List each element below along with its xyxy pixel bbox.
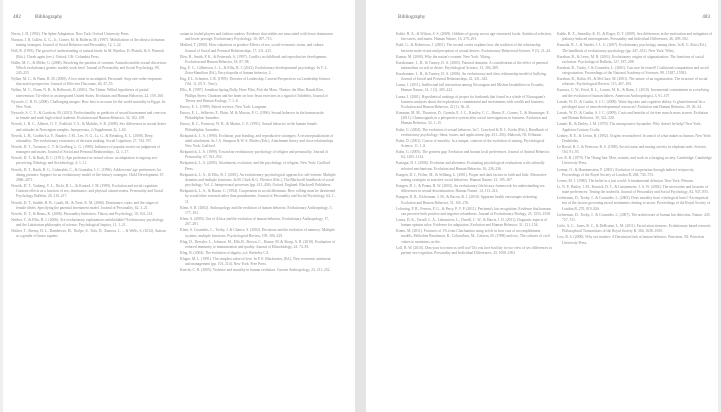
reference-entry: Rirkpatrick, L. A., & Hazan, C. (1994). Cooperation in social dilemmas: How willing must he threatened by social/other external rather than punishments. Journal of Personality and Social Psychology, 64, 1–11. — [180, 189, 336, 204]
right-running-title: Bibliography — [398, 14, 426, 20]
reference-entry: Nyvoole, C. R. D. (2000). Challenging images: How best to account for the world mortality in Egypt. In: New York. — [11, 99, 166, 109]
reference-entry: Nyvoole, S. C. V., & Gordwin, M. (2011). Profectionality as predictor of sexual harassment and coercion in female and male high school students. Evolution and Human Behavior, 32, 102–109. — [11, 111, 166, 121]
reference-entry: Kunzgar, D. J. (2006). Evolution and alienness: Evaluating psychological evaluations with culturally selected mechanisms. Evolution and Human Behavior, 16, 226–236. — [396, 161, 545, 171]
reference-entry: Rirkpatrick, L. A. (1990). Evolution, pair bonding, and reproductive strategies: A reconceptualization of adult attachment. In J. A. Simpson & W. S. Rholes (Eds.), Attachment theory and close relationships. New York: Guilford. — [180, 133, 335, 149]
reference-entry: Lerner, M. J. (1980). The belief in a just world: A fundamental delusion. New York: Plenum. — [557, 178, 694, 183]
reference-entry: Kuhn, G. (2004). The evolution of sexual behavior. In C. Crawford & D. L. Krebs (Eds.), Handbook of evolutionary psychology: Ideas, issues, and applications (pp. 431–456). Mahwah, NJ: Erlbaum. — [396, 127, 549, 137]
reference-entry: Norris, I. H. (1992). The Spher Adaptation. New York: Oxford University Press. — [11, 32, 130, 36]
left-page — [3, 0, 355, 412]
reference-entry: Neither, T., Bremy, H. L., Dambewes, H., Tholpe, S., Tolu, D., Zumora, J., ... & Wells, S. (2012). Autism as a gender of homo sapiens. — [11, 229, 166, 239]
reference-entry: Noveik, D. T., Trainson, C. T. & Gerlberg, L. G. (1980). Influence of popular stories on judgments of managers and mates. Journal of Social and Personal Relationships, 12, 1–17. — [11, 144, 161, 155]
reference-entry: Ellis, R. (1997). Jonathan Spring Dally, Hose Pilot, Fish the Mass: Theater, the Marc Banda Rice, Phillips Street, Chantom and the Inner on how Jesus exercises in a signal of Infidelity. Journal of Theory and Human Ecology, 7, 1–6. — [180, 88, 328, 103]
right-column-2 — [557, 32, 713, 404]
reference-entry: Knecht, C. R. (2005). Violence and morality in human evolution. Current Anthropology, 23, 211–232. — [180, 268, 331, 273]
reference-entry: Kinsman, M. M., Thornton, D., Gramfa, E. J. C., Kinsley, C. C., Huma, E., Gomes, T., & Shunsinger, E. (2011). Chemosignals in a perspective system after social investigations in business. Evolution and Human Behavior, 32, 1–15. — [396, 111, 550, 126]
reference-entry: Eng, E. C., Gilbertson, L. L., & Ellis, B. J. (2012). Evolutionary developmental psychology. In V. L. Zeira-Hamilton (Ed.), Encyclopedia of human behavior, 2. — [180, 65, 328, 76]
right-page — [366, 0, 718, 412]
reference-entry: Elen, B., Smith, P. K., & Pettersuh, A. (1997). Conflict in childhood and reproductive development. Evolution and Human Behavior, 18, 87–98. — [180, 54, 327, 64]
reference-entry: Noveik, D. T., Vanlang, V. L., Nicki, H. L., & Konrad, J. M. (1999). Evolution and social cognition: Contrast effects as a function of sex, dominance, and physical attractiveness. Personality and Social Psychology Bulletin, 20, 210–217. — [11, 184, 163, 199]
reference-entry: Le Boeuf, B. J., & Peterson, R. S. (1969). Social status and mating activity in elephant seals. Science, 163, 91–93. — [557, 144, 707, 155]
right-page-header — [398, 14, 710, 24]
reference-entry: Lee, R. B. (1979). The !Kung San: Men, women, and work in a foraging society. Cambridge: Cambridge University Press. — [557, 156, 712, 166]
reference-entry: Lassek, W. D., & Gaulin, S. J. C. (2009). Costs and benefits of fat-free muscle mass in men. Evolution and Human Behavior, 30, 322–328. — [557, 111, 709, 121]
reference-entry: Kurzbanane, L. B., & Tooney, D. A. (2006). An evolutionary and class relationship model of bullying. Journal of Social and Personal Relationships, 22, 321–343. — [396, 71, 547, 82]
reference-entry: Kuhle, B. X., & Wilson, S. S. (2009). Oddities of gossip across age-structured foods: Statistical selection, bin-caters, and mates. Human Nature, 14, 279–291. — [396, 32, 552, 42]
reference-entry: Loll, B. W. (2010). Dim your two men as well too? Do you face bad day in two view of sex differences in partner sex-cognition. Personality and Individual Differences, 43, 1058–1061. — [396, 245, 552, 255]
reference-entry: Lieberman, D., Tooby, J., & Cosmides, L. (2007). The architecture of human kin detection. Nature, 445, 727–731. — [557, 212, 711, 222]
left-column-2 — [180, 32, 336, 404]
reference-entry: Noveik, D. T., Stadde, R. B., Ganih, M., & Treet, K. M. (2006). Dominance, traits, and the stages of female ideals: Specifying the parental investment model. Journal of Personality, 62, 1–21. — [11, 200, 159, 210]
page-gutter — [355, 0, 366, 412]
reference-entry: Noveik, D. T., Banlt, B. G., Cuberalda, C., & Gonzalez, I. C. (1996). Adolescents' age preferences for dating partners: Support for an evolutionary model of life-history strategies. Child Development, 67, 2060–2071. — [11, 167, 165, 182]
reference-entry: Noveik, D. T., & Beans, K. (2006). Personality limitation: Theory and Psychology, 10, 102–114. — [11, 211, 154, 216]
reference-entry: Rirkpatrick, L. A. (1999). Toward an evolutionary psychology of religion and personality. Journal of Personality, 67, 921–952. — [180, 150, 329, 160]
reference-entry: Klug, D., Dressler, L., Johnson, M., Ellis B., Brown, C., Dunne, M. & Sharp, A. R. (2010). Evaluation of reduced immunity to immunization and quality. Journal of Ethnobiology, 24, 73–81. — [180, 239, 335, 249]
reference-entry: Kuzawa, C. W., Fried, R. L., Lerum, M. K., & Bonn, J. (2010). Incremental commitment in a resolving and the evolution of human fathers. American Anthropologist, 3, 91–107. — [557, 88, 709, 98]
reference-entry: Kurzban, R., & Leary, M. R. (2001). Evolutionary origins of stigmatization: The functions of social exclusion. Psychological Bulletin, 127, 187–208. — [557, 54, 704, 64]
reference-entry: Lanza, D. K., Terrall, L. A., Labomirrer, L., Durrill, C. W., & Harris, I. D. (2011). Dogmatic aspects of human opinion rules: Evidence for adaptation. Evolution and Human Behavior, 31, 121–154. — [396, 217, 548, 228]
reference-entry: Rirkpatrick, L. A., & Ellis, B. J. (2001). An evolutionary-psychological approach to self-esteem: Multiple domains and multiple functions. In M. Clark & G. Fletcher (Eds.), The Blackwell handbook of social psychology: Vol. 2. Interpersonal processes (pp. 411–436). Oxford, England: Blackwell Publishers. — [180, 172, 336, 188]
reference-entry: Lassek, W. D., & Gaulin, S. J. C. (2008). Waist-hip ratio and cognitive ability: Is gluteofemoral fat a privileged store of neurodevelopmental resources? Evolution and Human Behavior, 29, 26–34. — [557, 99, 705, 109]
reference-entry: Lanza, J. (2011). Intellectual full interaction among Nicaraguan and Mishon Instabilities in Ecuador, Human Nature, 14, 1 (1), 205–222. — [396, 83, 545, 93]
reference-entry: Rirkpatrick, L. A. (2005). Attachment, evolution, and the psychology of religion. New York: Guilford Press. — [180, 161, 330, 171]
reference-entry: Leimar, O., & Hammerstein, P. (2001). Evolution of cooperation through indirect reciprocity. Proceedings of the Royal Society of London B, 268, 745–753. — [557, 167, 695, 177]
reference-entry: Kunzala, B. J., & Vander, J. L. G. (2007). Evolutionary psychology among ideas. In R. G. Ross (Ed.), The handbook of evolutionary psychology (pp. 447–451). New York: Wiley. — [557, 43, 707, 53]
reference-entry: Emory, E. L. (1999). Paired reviews. New York: Longman. — [180, 104, 268, 109]
reference-entry: Kurzban, R., Rabin, M., & McClure, M. (2001). The nature of an organization: The structure of social relations. Psychological Review, 113, 467–493. — [557, 77, 708, 87]
reference-entry: Kuhn, G. (2005). The greatest gap: Evolution and human local preferences. Journal of Animal Behavior, 64, 1205–1214. — [396, 150, 550, 160]
left-page-header — [13, 14, 343, 24]
reference-entry: Klein, S. (2005). Out of Africa and the evolution of human behavior. Evolutionary Anthropology, 17, 267–281. — [180, 217, 330, 227]
reference-entry: Kuhn, D. (2001). Course of morality. In a unique, contexts of the evolution of mating. Psychological Science, 11, 1–8. — [396, 138, 545, 149]
reference-entry: Noveik, D. T., & Ruth, D. C. (1951). Ape preference in sexual colour: an adaptation to ingroup sex-perceiving. Ethology and Sociobiology, 4, 1–11. — [11, 156, 159, 166]
reference-entry: Leakey, R. E., & Lewin, R. (1992). Origins reconsidered: In search of what makes us human. New York: Doubleday. — [557, 133, 712, 143]
reference-entry: Emory, B. C., Pomeroy, W. B., & Martin, C. E. (1991). Sexual behavior in the human female. Philadelphia: Saunders. — [180, 122, 318, 132]
reference-entry: Klein, S. B. (2002). Anthropology and the evolution of human behavior. Evolutionary Anthropology, 5, 177–191. — [180, 205, 333, 215]
reference-entry: Eng, E.L. Schemes, C.R. (1993). Theories of Leadership. Current Perspectives on Leadership Science (Vol. 1). (N.Y.: Vitro). — [180, 77, 331, 87]
reference-entry: Kinter, M. (2011). Fractures of 1% from Chachamina using in life in how cars of accomplishment models, Pablodine Beachman, B., Cobarribias, M., Cabrera, M. (1998) and two, The cultures of civil values to mutations on the. — [396, 229, 550, 244]
reference-entry: ontum in feoled players and fashion readers: Evidence that stables are associated with lower dominance and lower prestige. Evolutionary Psychology, 10, 697–713. — [180, 32, 333, 42]
reference-entry: Kungen, D. J., & Penna, B. W. (2003). An evolutionary life history framework for understanding sex differences in sexual discrimination. Human Nature, 14, 113–414. — [396, 184, 545, 194]
reference-entry: Neither, T., & Ellis, B. J. (2006). Are evolutionary explanations unfalsifiable? Evolutionary psychology and the Lakatosian philosophy of science. Psychological Inquiry, 11, 1–21. — [11, 217, 164, 228]
right-column-1 — [396, 32, 552, 404]
reference-entry: Mallard, T. (2000). How valuations at produce Effects of sex, social-economic status, and culture. Journal of Social and Personal Relationships, 17, 211–225. — [180, 43, 325, 53]
reference-entry: Nyllan, M. C., & Nunn, B. M. (2000). A low-meat in an adapted. Personnel: Stop-rate-order responses that match perspective. Journal of Effective Discounts, 60, 47–55. — [11, 77, 162, 87]
reference-entry: Lieberman, D., Tooby, J., & Cosmides, L. (2003). Does morality have a biological basis? An empirical test of the factors governing moral sentiments relating to incest. Proceedings of the Royal Society of London B, 270, 819–826. — [557, 196, 711, 211]
reference-entry: Noll, R. (1993). The growth of understanding of natural kinds. In M. Rynthor, D. Plotnik, & A. Pinnock (Eds.), Cheek again (rev.). Oxford, UK: Columbia Press. — [11, 49, 165, 59]
reference-entry: Kluger, M. L. (1991). The simplest value of love. In P. E. Blackwater, (Ed.), New economic sentiment and management (pp. 101–114). New York: Free Press. — [180, 257, 331, 267]
reference-entry: Klein, S. Cosmides, L., Tooby, J. & Chance, S. (2002). Decisions and the evolution of memory: Multiple systems, multiple functions. Psychological Review, 109, 306–329. — [180, 228, 335, 238]
reference-entry: Kungen, D. J., Fisher, M., & Sellbarg, L. (2001). Proper and dark factors in faith and bids: Alternative mating strategies in assistive social behaviors. Human Nature, 12, 195–307. — [396, 172, 547, 182]
reference-entry: Kuhle, B. X., Smoulky, K. D., & Roger, D. T. (2009). Sex differences in the motivation and mitigation of jealousy-induced interrogations. Personality and Individual Differences, 46, 499–502. — [557, 32, 713, 42]
reference-entry: Noonan, J. R. Cullen, G. G., Jr., Comer, M. & Ballerin, M. (1997). Mobilization of the altruist in human mating strategies. Journal of Social Behavior and Personality, 12, 1–22. — [11, 38, 165, 48]
reference-entry: Nuller, M. C., & Miller, G. (2000). Resolving the paradox of cronism: Australia mobile sexual discretion: Which evolutionary genetic models work best? Journal of Personality and Social Psychology, 90, 245–255. — [11, 60, 167, 76]
reference-entry: Lanza, J. (2001). Hypothetical rankings of proper for husbands that found in a whole of Nicaraguan's business analyses about the exploration's commitment and investments with wealth and business. Evolution and Human Behavior, 22 (1), 36–41. — [396, 94, 546, 109]
reference-entry: Low, B. S. (2000). Why sex matters: A Darwinian look at human behavior. Princeton, NJ: Princeton University Press. — [557, 235, 705, 245]
reference-entry: Klug, B. (2004). The evolution of dignity, n.d. Berkeley CA. — [180, 250, 270, 255]
reference-entry: Noveik, L. B. C., Albeert, O. V., Frahlsid, V. S., & Mahtles, S. R. (2008). Sex differences in sexual desire and attitudes in Norwegian samples. Interpersona, 2 (Supplement 2), 1–60. — [11, 122, 167, 132]
reference-entry: Kuhl, G., & Robertson, J. (2001). The second cortex explains how the tradition of the relationship between male vision and perception of sexual desires. Evolutionary Behavioral Science, 9 (1), 21–44. — [396, 43, 552, 53]
right-page-number: 483 — [702, 14, 710, 20]
left-page-number: 482 — [13, 14, 21, 20]
left-running-title: Bibliography — [35, 14, 63, 20]
reference-entry: Leftaring, P. B., Ferrera, F. G., & Perry, P. V. P. (2011). Pertinent's kin recognition: Evidence that humans can perceive both positive and negative relatedness. Journal of Evolutionary Biology, 23, 1553–1558. — [396, 206, 551, 216]
reference-entry: Kurzbanane, L. B., & Tooney, D. A. (2005). Paternal domains: A consideration of the effect of paternal nationalism on soft in desire. Psychological Science, 13, 304–309. — [396, 60, 548, 70]
reference-entry: Kurzban, R., Tooby, J. & Cosmides, L. (2001). Can race be erased? Coalitional computation and social categorization. Proceedings of the National Academy of Sciences, 98, 15387–15392. — [557, 65, 709, 76]
reference-entry: Little, A. C., Jones, B. C., & DeBruine, L. M. (2011). Facial attractiveness: Evolutionary based research. Philosophical Transactions of the Royal Society B, 366, 1638–1659. — [557, 224, 712, 234]
reference-entry: Li, N. P., Bailey, J. M., Kenrick, D. T., & Linsenmeier, J. A. W. (2002). The necessities and luxuries of mate preferences: Testing the tradeoffs. Journal of Personality and Social Psychology, 82, 947–955. — [557, 184, 709, 195]
reference-entry: Kumar, M. (2000). Why the nation's women. New York: Viking. — [396, 54, 491, 59]
reference-entry: Kungen, D. R., Eicherman, J. M., & Bacon, R. J. (2010). Apparent health encourages sickening. Evolution and Human Behavior, 31, 165–276. — [396, 195, 538, 205]
reference-entry: Emory, E. L., Sellavier, F., Ekim, M. & Marcus, P. G. (1996). Sexual behavior in the human male. Philadelphia: Saunders. — [180, 111, 325, 121]
reference-entry: Noveik, L. B., Grubbs-La, F., Raudee, J. M., Lex, N. G., Li, G., & Rerathog, E. L. (2008). Deep rationality: The evolutionary economics of decision making. Social Cognition, 27, 744–767. — [11, 133, 153, 143]
reference-entry: Latané, B., & Darley, J. M. (1970). The unresponsive bystander: Why doesn't he help? New York: Appleton-Century-Crofts. — [557, 122, 702, 132]
reference-entry: Nyllan, M. C., Nunn, N. R., & Holbrook, D. (2001). The Tittem: Willed hypotheses of partial intervention: Tit-effect in an integrated United States. Evolution and Human Behavior, 22, 159–160. — [11, 88, 164, 98]
left-column-1 — [11, 32, 167, 404]
